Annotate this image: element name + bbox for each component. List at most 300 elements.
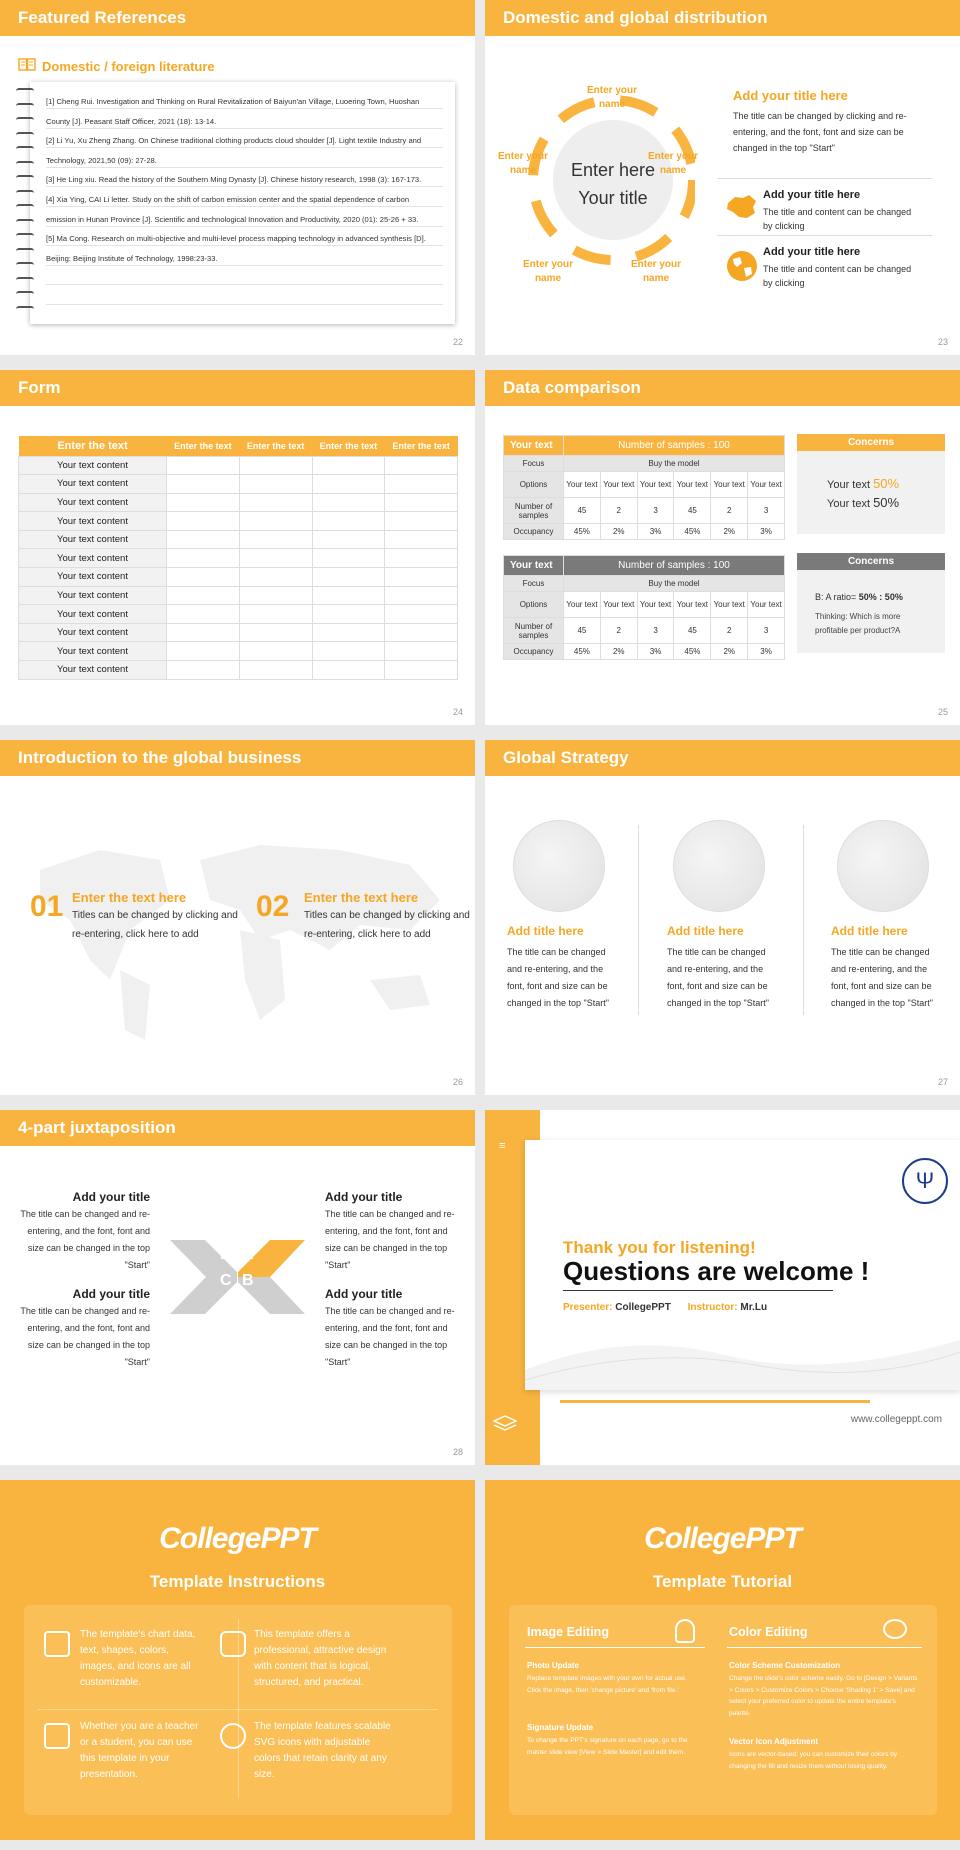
occupancy-cell: 45%	[674, 644, 711, 660]
table-cell[interactable]	[385, 623, 458, 642]
occupancy-cell: 45%	[564, 524, 601, 540]
color-editing-heading: Color Editing	[729, 1625, 808, 1639]
binder-ring	[16, 190, 34, 196]
options-row	[504, 472, 785, 498]
item-number: 02	[256, 890, 290, 923]
slide-thanks[interactable]	[485, 1110, 960, 1465]
china-map-icon	[725, 193, 759, 221]
thanks-text: Thank you for listening!	[563, 1238, 756, 1257]
table-cell[interactable]	[239, 605, 312, 624]
slide-form[interactable]	[0, 370, 475, 725]
letter-b: B	[242, 1272, 254, 1289]
samples-cell: 3	[748, 498, 785, 524]
item-text: Titles can be changed by clicking and re-entering, click here to add	[72, 910, 238, 940]
page-number: 24	[452, 707, 463, 717]
reference-line	[46, 266, 443, 285]
column-text: The title can be changed and re-entering, and the font, font and size can be changed in the top "Start"	[831, 947, 933, 1008]
divider	[638, 825, 639, 1015]
slide-data-comparison[interactable]	[485, 370, 960, 725]
block-title: Add your title	[72, 1190, 150, 1204]
reference-line	[46, 286, 443, 305]
concern-box-1	[797, 434, 945, 534]
samples-cell: 45	[674, 498, 711, 524]
table-cell[interactable]	[312, 605, 385, 624]
slide-global-business[interactable]	[0, 740, 475, 1095]
option-cell[interactable]: Your text	[674, 592, 711, 618]
table-cell[interactable]	[312, 456, 385, 475]
table-cell[interactable]	[385, 456, 458, 475]
globe-icon	[513, 820, 605, 912]
table-header	[504, 556, 785, 576]
table-cell[interactable]	[239, 512, 312, 531]
occupancy-cell: 2%	[711, 524, 748, 540]
block-text: The title can be changed and re-entering, and the font, font and size can be changed in the top "Start"	[20, 1209, 150, 1270]
concern-box-2	[797, 553, 945, 653]
binder-ring	[16, 146, 34, 152]
item-title: Add your title here	[763, 246, 861, 258]
table-row	[19, 586, 458, 605]
samples-cell: 45	[564, 618, 601, 644]
instruction-text: The template features scalable SVG icons with adjustable colors that retain clarity at any size.	[254, 1721, 391, 1780]
table-cell[interactable]	[312, 530, 385, 549]
options-row	[504, 592, 785, 618]
column-text: The title can be changed and re-entering, and the font, font and size can be changed in the top "Start"	[507, 947, 609, 1008]
occupancy-cell: 45%	[564, 644, 601, 660]
option-cell[interactable]: Your text	[637, 592, 674, 618]
image-editing-heading: Image Editing	[527, 1625, 609, 1639]
page-number: 22	[452, 337, 463, 347]
concern-thinking: Thinking: Which is more profitable per product?A	[815, 612, 901, 635]
slide-title: Form	[0, 370, 475, 406]
table-cell[interactable]	[312, 549, 385, 568]
slide-title: Domestic and global distribution	[485, 0, 960, 36]
row-label[interactable]: Your text content	[19, 586, 167, 605]
reference-notebook	[30, 82, 455, 324]
option-cell[interactable]: Your text	[711, 592, 748, 618]
book-icon	[18, 58, 36, 74]
focus-row	[504, 576, 785, 592]
item-title: Enter the text here	[304, 890, 419, 905]
table-cell[interactable]	[312, 586, 385, 605]
table-cell[interactable]	[167, 605, 240, 624]
letter-a: A	[242, 1246, 254, 1263]
node-label-bottom-left[interactable]: Enter your name	[522, 259, 573, 284]
color-scheme-text: Change the slide's color scheme easily. Go to [Design > Variants > Colors > Customize Colors > Choose 'Shading 1' > Save] and select your preferred color to update the entire template's palette.	[729, 1675, 918, 1717]
option-cell[interactable]: Your text	[637, 472, 674, 498]
comparison-table-1	[503, 435, 785, 540]
table-cell[interactable]	[239, 568, 312, 587]
table-cell[interactable]	[385, 642, 458, 661]
node-label-bottom-right[interactable]: Enter your name	[630, 259, 681, 284]
header-cell: Enter the text	[385, 436, 458, 456]
table-cell[interactable]	[385, 605, 458, 624]
ratio-value: 50% : 50%	[858, 592, 903, 602]
table-cell[interactable]	[239, 623, 312, 642]
center-line-1: Enter here	[570, 160, 656, 180]
binder-ring	[16, 233, 34, 239]
table-row	[19, 642, 458, 661]
focus-row	[504, 456, 785, 472]
row-label[interactable]: Your text content	[19, 642, 167, 661]
option-cell[interactable]: Your text	[564, 592, 601, 618]
option-cell[interactable]: Your text	[748, 592, 785, 618]
table-header	[19, 436, 458, 456]
slide-juxtaposition[interactable]	[0, 1110, 475, 1465]
binder-ring	[16, 161, 34, 167]
binder-ring	[16, 277, 34, 283]
page-number: 23	[937, 337, 948, 347]
layers-icon	[220, 1631, 246, 1657]
item-text: Titles can be changed by clicking and re-entering, click here to add	[304, 910, 470, 940]
row-label[interactable]: Your text content	[19, 568, 167, 587]
block-title: Add your title	[325, 1287, 403, 1301]
table-cell[interactable]	[385, 549, 458, 568]
node-label-left[interactable]: Enter your name	[497, 151, 548, 176]
table-row	[19, 605, 458, 624]
row-label[interactable]: Your text content	[19, 456, 167, 475]
slide-template-instructions[interactable]	[0, 1480, 475, 1840]
binder-ring	[16, 204, 34, 210]
table-cell[interactable]	[167, 623, 240, 642]
table-cell[interactable]	[167, 586, 240, 605]
table-cell[interactable]	[167, 661, 240, 680]
reference-line: [2] Li Yu, Xu Zheng Zhang. On Chinese traditional clothing products cloud shoulder [J]. Light textile Industry and	[46, 129, 443, 148]
slide-title: Introduction to the global business	[0, 740, 475, 776]
collegeppt-logo: CollegePPT	[644, 1522, 801, 1555]
column-title: Add title here	[507, 924, 584, 938]
divider	[525, 1647, 705, 1648]
column-title: Add title here	[667, 924, 744, 938]
occupancy-cell: 45%	[674, 524, 711, 540]
option-cell[interactable]: Your text	[748, 472, 785, 498]
column-text: The title can be changed and re-entering, and the font, font and size can be changed in the top "Start"	[667, 947, 769, 1008]
table-cell[interactable]	[239, 642, 312, 661]
credits	[563, 1302, 767, 1313]
option-cell[interactable]: Your text	[674, 472, 711, 498]
binder-ring	[16, 132, 34, 138]
table-cell[interactable]	[239, 530, 312, 549]
item-title: Add your title here	[763, 189, 861, 201]
samples-cell: 2	[600, 618, 637, 644]
table-cell[interactable]	[239, 493, 312, 512]
occupancy-cell: 3%	[637, 524, 674, 540]
occupancy-label: Occupancy	[504, 644, 564, 660]
website-url[interactable]: www.collegeppt.com	[850, 1414, 942, 1425]
samples-row	[504, 618, 785, 644]
item-number: 01	[30, 890, 64, 923]
table-cell[interactable]	[312, 493, 385, 512]
concern-value: 50%	[873, 495, 900, 510]
samples-label: Number of samples	[504, 498, 564, 524]
block-text: The title can be changed and re-entering, and the font, font and size can be changed in the top "Start"	[325, 1209, 455, 1270]
header-right: Number of samples : 100	[564, 436, 785, 456]
samples-cell: 45	[674, 618, 711, 644]
concern-lines	[797, 451, 945, 513]
university-seal: Ψ	[902, 1158, 948, 1204]
table-header	[504, 436, 785, 456]
comparison-table-2	[503, 555, 785, 660]
row-label[interactable]: Your text content	[19, 549, 167, 568]
slide-subtitle: Template Tutorial	[652, 1572, 793, 1591]
item-title: Enter the text here	[72, 890, 187, 905]
table-row	[19, 493, 458, 512]
center-line-2: Your title	[578, 188, 648, 208]
samples-cell: 3	[748, 618, 785, 644]
table-cell[interactable]	[312, 642, 385, 661]
reference-line: [5] Ma Cong. Research on multi-objective and multi-level process mapping technology in advanced synthesis [D].	[46, 227, 443, 246]
globe-icon	[725, 250, 759, 278]
item-text: The title and content can be changed by clicking	[763, 264, 912, 288]
photo-update-title: Photo Update	[527, 1661, 579, 1670]
section-label: Domestic / foreign literature	[42, 58, 215, 74]
occupancy-cell: 3%	[748, 644, 785, 660]
globe-icon	[837, 820, 929, 912]
option-cell[interactable]: Your text	[600, 472, 637, 498]
slide-global-strategy[interactable]	[485, 740, 960, 1095]
title-underline	[563, 1290, 833, 1291]
table-cell[interactable]	[167, 493, 240, 512]
user-card-icon	[44, 1723, 70, 1749]
table-cell[interactable]	[239, 586, 312, 605]
focus-label: Focus	[504, 456, 564, 472]
samples-row	[504, 498, 785, 524]
block-text: The title can be changed and re-entering, and the font, font and size can be changed in the top "Start"	[325, 1306, 455, 1367]
table-cell[interactable]	[312, 661, 385, 680]
instruction-text: Whether you are a teacher or a student, you can use this template in your presentation.	[80, 1721, 199, 1780]
divider	[38, 1709, 438, 1710]
row-label[interactable]: Your text content	[19, 623, 167, 642]
form-table	[18, 436, 458, 680]
option-cell[interactable]: Your text	[600, 592, 637, 618]
instructions-card	[24, 1605, 452, 1815]
binder-ring	[16, 248, 34, 254]
table-cell[interactable]	[312, 512, 385, 531]
table-row	[19, 456, 458, 475]
table-cell[interactable]	[385, 586, 458, 605]
binder-ring	[16, 117, 34, 123]
globe-icon	[673, 820, 765, 912]
table-row	[19, 549, 458, 568]
right-title: Add your title here	[733, 88, 848, 103]
color-scheme-title: Color Scheme Customization	[729, 1661, 841, 1670]
strategy-column-1	[485, 820, 635, 1010]
presenter-name: CollegePPT	[615, 1302, 671, 1313]
reference-line: Technology, 2021,50 (09): 27-28.	[46, 149, 443, 168]
letter-c: C	[220, 1272, 232, 1289]
samples-cell: 45	[564, 498, 601, 524]
concern-title: Concerns	[797, 553, 945, 570]
header-left: Your text	[504, 436, 564, 456]
slide-subtitle: Template Instructions	[149, 1572, 326, 1591]
table-cell[interactable]	[385, 530, 458, 549]
table-cell[interactable]	[385, 475, 458, 494]
layers-icon	[493, 1415, 517, 1438]
options-label: Options	[504, 592, 564, 618]
bottom-accent-line	[560, 1400, 870, 1403]
column-title: Add title here	[831, 924, 908, 938]
divider	[727, 1647, 922, 1648]
slide-title: Featured References	[0, 0, 475, 36]
samples-cell: 3	[637, 498, 674, 524]
row-label[interactable]: Your text content	[19, 512, 167, 531]
concern-text: Your text	[827, 479, 871, 491]
tutorial-card	[509, 1605, 937, 1815]
vector-icon-title: Vector Icon Adjustment	[729, 1737, 819, 1746]
photo-update-text: Replace template images with your own for actual use. Click the image, then 'change picture' and 'from file.'	[527, 1675, 687, 1694]
reference-line: County [J]. Peasant Staff Officer, 2021 (18): 13-14.	[46, 110, 443, 129]
item-globe	[717, 235, 932, 290]
row-label[interactable]: Your text content	[19, 475, 167, 494]
binder-ring	[16, 175, 34, 181]
concern-value: 50%	[873, 476, 900, 491]
item-text: The title and content can be changed by clicking	[763, 207, 912, 231]
occupancy-label: Occupancy	[504, 524, 564, 540]
table-row	[19, 512, 458, 531]
reference-line: [1] Cheng Rui. Investigation and Thinking on Rural Revitalization of Baiyun'an Village, Luoering Town, Huoshan	[46, 90, 443, 109]
row-label[interactable]: Your text content	[19, 530, 167, 549]
palette-icon	[883, 1619, 907, 1639]
model-label: Buy the model	[564, 456, 785, 472]
table-row	[19, 568, 458, 587]
binder-ring	[16, 219, 34, 225]
divider	[803, 825, 804, 1015]
table-cell[interactable]	[385, 493, 458, 512]
strategy-column-3	[809, 820, 959, 1010]
header-cell: Enter the text	[19, 436, 167, 456]
reference-line: [4] Xia Ying, CAI Li letter. Study on the shift of carbon emission center and the spatial dependence of carbon	[46, 188, 443, 207]
x-shape-graphic	[170, 1238, 305, 1316]
table-cell[interactable]	[239, 549, 312, 568]
page-number: 26	[452, 1077, 463, 1087]
instruction-text: The template's chart data, text, shapes, colors, images, and icons are all customizable.	[80, 1629, 196, 1688]
occupancy-cell: 2%	[711, 644, 748, 660]
questions-text: Questions are welcome !	[563, 1256, 870, 1286]
row-label[interactable]: Your text content	[19, 661, 167, 680]
slide-title: Data comparison	[485, 370, 960, 406]
occupancy-cell: 2%	[600, 524, 637, 540]
lightbulb-icon	[675, 1619, 695, 1643]
table-cell[interactable]	[167, 456, 240, 475]
instructor-label: Instructor:	[687, 1302, 738, 1313]
menu-icon[interactable]: ≡	[499, 1140, 506, 1152]
collegeppt-logo: CollegePPT	[159, 1522, 316, 1555]
occupancy-row	[504, 524, 785, 540]
binder-ring	[16, 88, 34, 94]
instructor-name: Mr.Lu	[740, 1302, 768, 1313]
wave-background	[525, 1310, 960, 1390]
option-cell[interactable]: Your text	[564, 472, 601, 498]
occupancy-row	[504, 644, 785, 660]
table-cell[interactable]	[239, 456, 312, 475]
table-cell[interactable]	[385, 512, 458, 531]
block-title: Add your title	[325, 1190, 403, 1204]
table-cell[interactable]	[385, 661, 458, 680]
table-cell[interactable]	[167, 642, 240, 661]
page-number: 28	[452, 1447, 463, 1457]
table-row	[19, 661, 458, 680]
samples-cell: 2	[711, 618, 748, 644]
options-label: Options	[504, 472, 564, 498]
slide-template-tutorial[interactable]	[485, 1480, 960, 1840]
table-cell[interactable]	[239, 475, 312, 494]
strategy-column-2	[645, 820, 795, 1010]
header-left: Your text	[504, 556, 564, 576]
right-text: The title can be changed by clicking and re-entering, and the font, font and size can be changed in the top "Start"	[733, 111, 907, 153]
table-cell[interactable]	[312, 568, 385, 587]
table-row	[19, 530, 458, 549]
samples-cell: 2	[600, 498, 637, 524]
letter-d: D	[220, 1246, 232, 1263]
samples-cell: 2	[711, 498, 748, 524]
node-label-top[interactable]: Enter your name	[586, 85, 637, 110]
table-cell[interactable]	[167, 530, 240, 549]
samples-cell: 3	[637, 618, 674, 644]
table-cell[interactable]	[312, 475, 385, 494]
table-cell[interactable]	[239, 661, 312, 680]
instruction-text: This template offers a professional, attractive design with content that is logical, structured, and practical.	[254, 1629, 387, 1688]
presenter-label: Presenter:	[563, 1302, 613, 1313]
basketball-icon	[220, 1723, 246, 1749]
reference-line: emission in Hunan Province [J]. Scientific and technological Innovation and Productivity, 2020 (01): 25-26 + 33.	[46, 208, 443, 227]
concern-title: Concerns	[797, 434, 945, 451]
signature-update-text: To change the PPT's signature on each page, go to the master slide view [View > Slide Master] and edit them.	[527, 1737, 688, 1756]
block-title: Add your title	[72, 1287, 150, 1301]
binder-ring	[16, 103, 34, 109]
thanks-card	[525, 1140, 960, 1390]
center-circle	[553, 120, 673, 240]
option-cell[interactable]: Your text	[711, 472, 748, 498]
vector-icon-text: Icons are vector-based; you can customize their colors by changing the fill and resize them without losing quality.	[729, 1751, 898, 1770]
occupancy-cell: 3%	[637, 644, 674, 660]
document-icon	[44, 1631, 70, 1657]
table-cell[interactable]	[167, 512, 240, 531]
table-cell[interactable]	[312, 623, 385, 642]
binder-ring	[16, 291, 34, 297]
occupancy-cell: 2%	[600, 644, 637, 660]
page-number: 27	[937, 1077, 948, 1087]
occupancy-cell: 3%	[748, 524, 785, 540]
table-row	[19, 623, 458, 642]
focus-label: Focus	[504, 576, 564, 592]
signature-update-title: Signature Update	[527, 1723, 594, 1732]
table-cell[interactable]	[385, 568, 458, 587]
block-text: The title can be changed and re-entering, and the font, font and size can be changed in the top "Start"	[20, 1306, 150, 1367]
binder-ring	[16, 306, 34, 312]
concern-text: Your text	[827, 498, 871, 510]
slide-title: Global Strategy	[485, 740, 960, 776]
slide-title: 4-part juxtaposition	[0, 1110, 475, 1146]
slide-featured-references[interactable]	[0, 0, 475, 355]
table-row	[19, 475, 458, 494]
row-label[interactable]: Your text content	[19, 493, 167, 512]
node-label-right[interactable]: Enter your name	[647, 151, 698, 176]
samples-label: Number of samples	[504, 618, 564, 644]
concern-body	[797, 570, 945, 638]
ratio-label: B: A ratio=	[815, 592, 857, 602]
reference-line: Beijing: Beijing Institute of Technology, 1998:23-33.	[46, 247, 443, 266]
table-cell[interactable]	[167, 549, 240, 568]
header-cell: Enter the text	[312, 436, 385, 456]
row-label[interactable]: Your text content	[19, 605, 167, 624]
header-right: Number of samples : 100	[564, 556, 785, 576]
page-number: 25	[937, 707, 948, 717]
table-cell[interactable]	[167, 568, 240, 587]
binder-ring	[16, 262, 34, 268]
table-cell[interactable]	[167, 475, 240, 494]
section-heading	[18, 58, 215, 74]
slide-distribution[interactable]	[485, 0, 960, 355]
reference-line: [3] He Ling xiu. Read the history of the Southern Ming Dynasty [J]. Chinese history research, 1998 (3): 167-173.	[46, 168, 443, 187]
